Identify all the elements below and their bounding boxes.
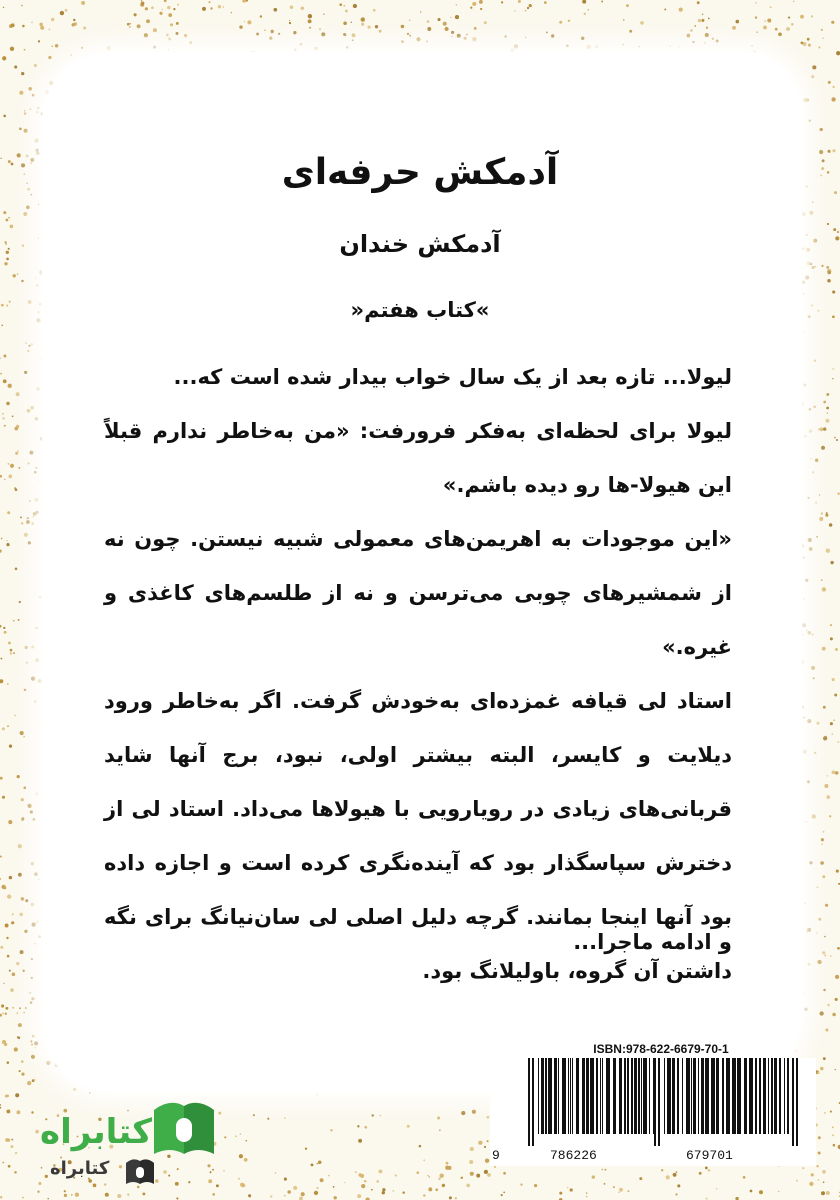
barcode-bar [649,1058,650,1134]
barcode-bar [677,1058,679,1134]
barcode-digit-lead: 9 [492,1148,500,1163]
barcode-bar [562,1058,566,1134]
barcode-bar [582,1058,585,1134]
barcode-bar [682,1058,683,1134]
barcode-bar [568,1058,569,1134]
barcode-bar [624,1058,626,1134]
barcode-bar [759,1058,761,1134]
barcode-bar [631,1058,633,1134]
barcode-bar [664,1058,665,1134]
summary-text [104,350,732,998]
barcode-bar [796,1058,798,1146]
barcode-bar [576,1058,579,1134]
barcode-bar [570,1058,571,1134]
barcode-bar [693,1058,696,1134]
barcode-bar [722,1058,724,1134]
barcode-bar [705,1058,709,1134]
barcode-bar [554,1058,557,1134]
barcode-bar [634,1058,637,1134]
barcode-bar [691,1058,692,1134]
barcode-bar [638,1058,640,1134]
barcode-bar [619,1058,622,1134]
barcode-bar [627,1058,629,1134]
barcode-bar [545,1058,547,1134]
barcode-bars [508,1058,808,1146]
barcode-bar [541,1058,544,1134]
publisher-name: کتابراه [40,1112,153,1152]
volume-label: »کتاب هفتم« [350,298,490,322]
barcode-bar [755,1058,757,1134]
isbn-label: ISBN:978-622-6679-70-1 [593,1042,729,1056]
barcode-bar [792,1058,794,1146]
barcode-bar [654,1058,656,1146]
barcode-bar [698,1058,699,1134]
barcode-digits-right: 679701 [686,1148,733,1163]
barcode-bar [737,1058,741,1134]
barcode-bar [784,1058,785,1134]
barcode-bar [774,1058,777,1134]
barcode-bar [686,1058,690,1134]
barcode-bar [779,1058,781,1134]
barcode-bar [602,1058,603,1134]
publisher-name-small: کتابراه [50,1158,110,1179]
barcode-bar [711,1058,715,1134]
barcode-bar [538,1058,539,1134]
barcode-bar [558,1058,559,1134]
summary-paragraph: «این موجودات به اهریمن‌های معمولی شبیه نیستن. چون نه از شمشیرهای چوبی می‌ترسن و نه از طلسم‌های کاغذی و غیره.» [104,527,732,659]
continued-note: و ادامه ماجرا... [573,930,732,954]
barcode-bar [641,1058,642,1134]
barcode-bar [643,1058,647,1134]
barcode-bar [716,1058,719,1134]
summary-paragraph: لیولا برای لحظه‌ای به‌فکر فرورفت: «من به‌خاطر ندارم قبلاً این هیولا-ها رو دیده باشم.» [104,419,732,497]
dark-book-icon [124,1156,156,1186]
barcode-bar [768,1058,769,1134]
barcode-bar [787,1058,789,1134]
barcode-bar [749,1058,753,1134]
barcode-digits-left: 786226 [550,1148,597,1163]
barcode-bar [596,1058,598,1134]
barcode-bar [548,1058,552,1134]
barcode-bar [532,1058,534,1146]
green-book-icon [150,1096,218,1158]
barcode-bar [667,1058,671,1134]
barcode-bar [586,1058,589,1134]
summary-paragraph: لیولا... تازه بعد از یک سال خواب بیدار شده است که... [173,365,732,389]
barcode-bar [732,1058,736,1134]
barcode-bar [606,1058,610,1134]
barcode-bar [744,1058,747,1134]
book-title: آدمکش حرفه‌ای [281,152,559,193]
barcode [490,1058,816,1166]
barcode-bar [726,1058,730,1134]
barcode-bar [600,1058,601,1134]
barcode-bar [572,1058,573,1134]
publisher-logo [40,1092,220,1192]
barcode-bar [771,1058,773,1134]
barcode-bar [590,1058,594,1134]
barcode-bar [763,1058,766,1134]
barcode-bar [528,1058,530,1146]
summary-paragraph: استاد لی قیافه غمزده‌ای به‌خودش گرفت. اگر به‌خاطر ورود دیلایت و کایسر، البته بیشتر اولی، نبود، برج آنها شاید قربانی‌های زیادی در رویارویی با هیولاها می‌داد. استاد لی از دخترش سپاسگذار بود که آینده‌نگری کرده است و اجازه داده بود آنها اینجا بمانند. گرچه دلیل اصلی لی سان‌نیانگ برای نگه داشتن آن گروه، باولیلانگ بود. [104,689,732,983]
barcode-bar [701,1058,704,1134]
barcode-bar [658,1058,660,1146]
book-subtitle: آدمکش خندان [339,230,501,258]
barcode-bar [672,1058,675,1134]
barcode-bar [613,1058,616,1134]
